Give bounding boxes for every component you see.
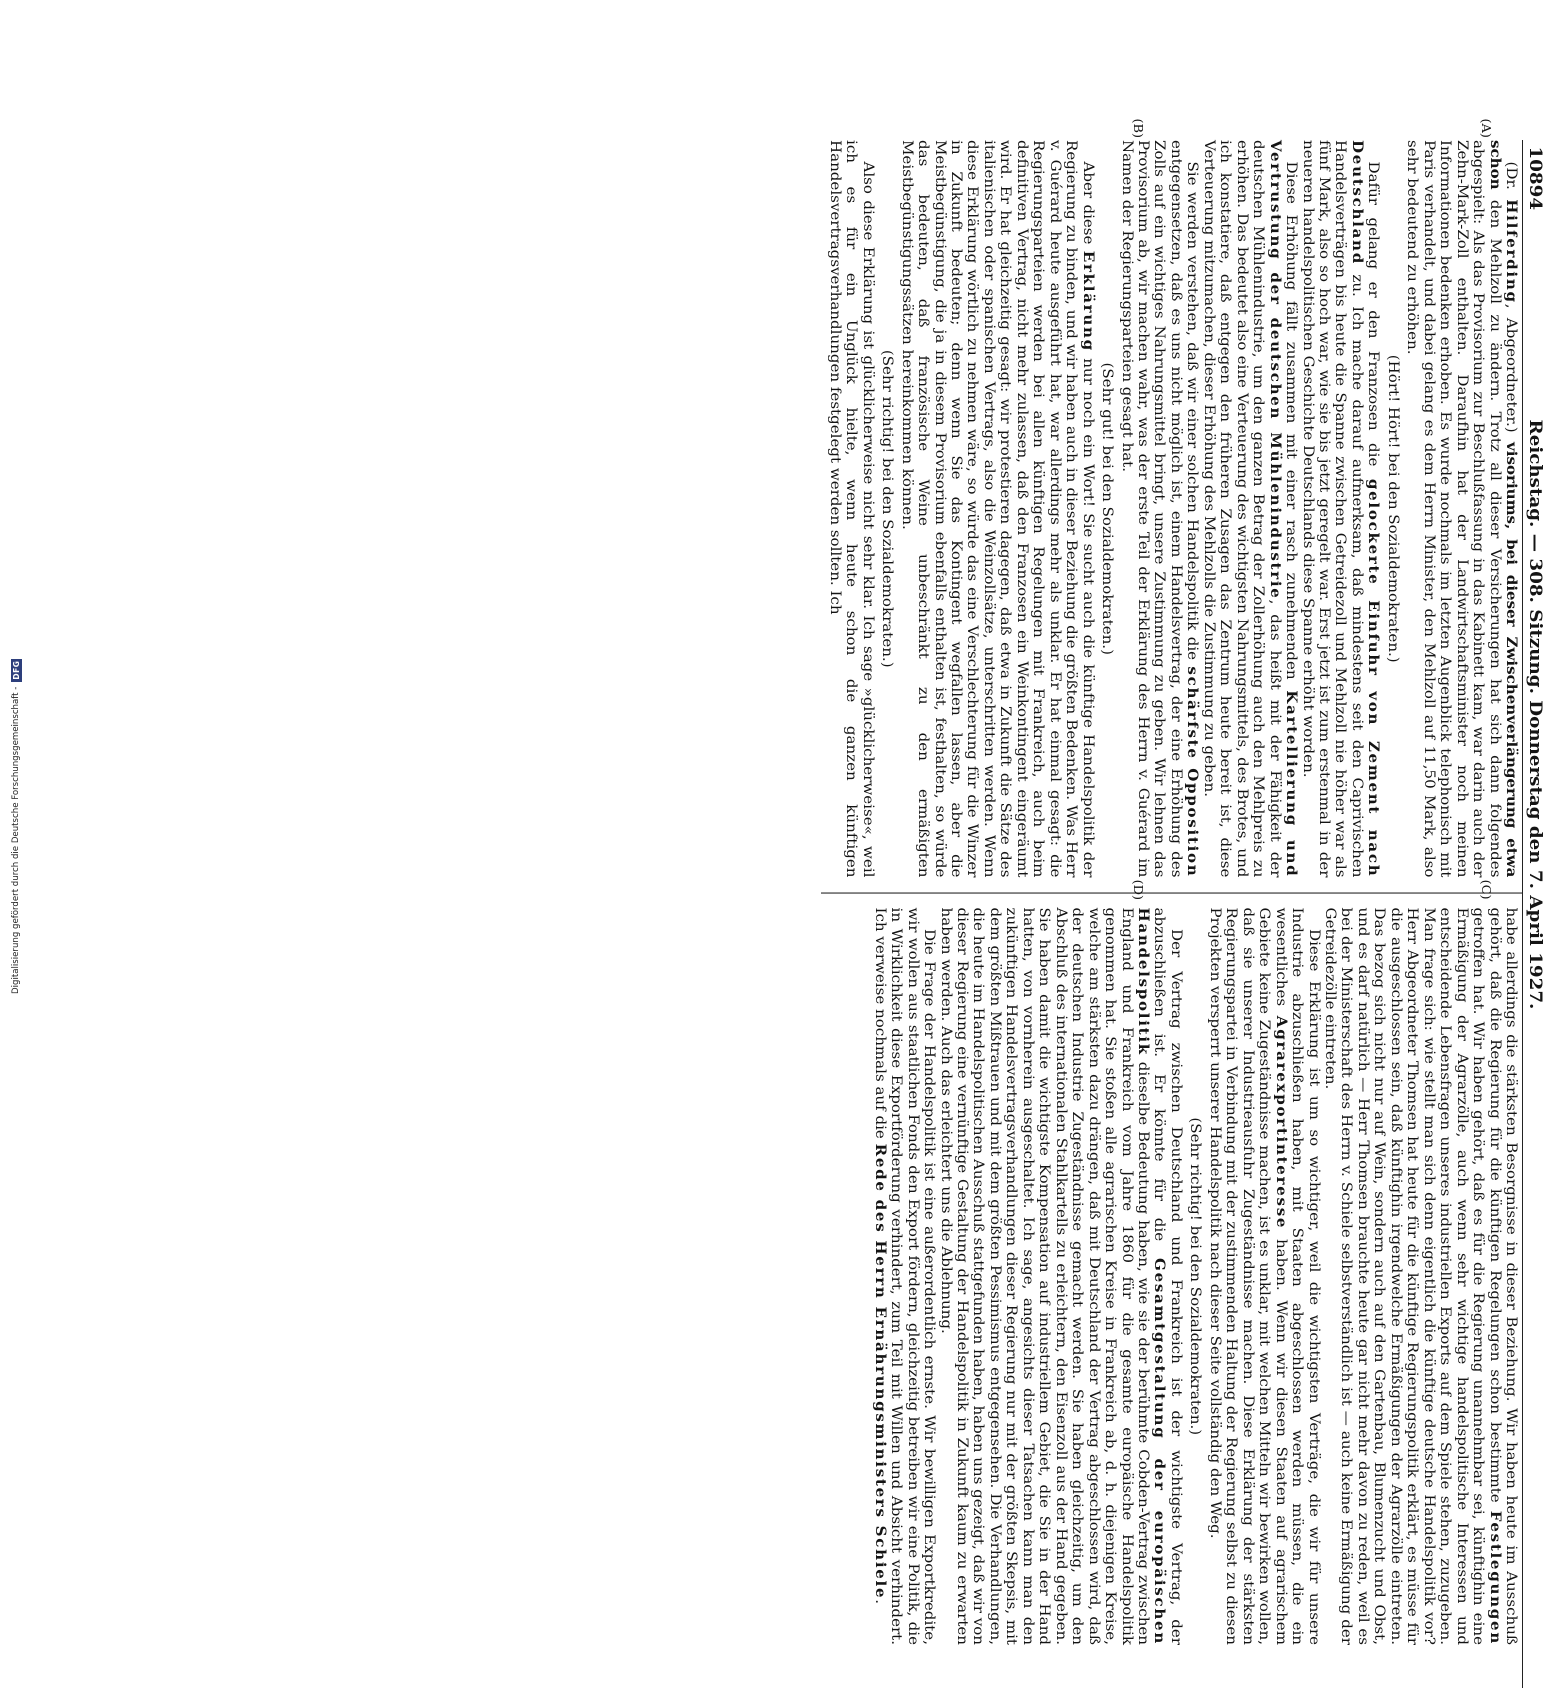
text-run: , das heißt mit der Fähigkeit der deutschen Mühlenindustrie, um den ganzen Betrag der Zollerhöhung auch den Mehlpreis zu erhöhen. Das bedeutet also eine Verteuerung des wichtigsten Nahrungsmittels, des Brotes, und ich konstatiere, daß entgegen den früheren Zusagen das Zentrum heute bereit ist, diese Verteuerung mitzumachen, dieser Erhöhung des Mehlzolls die Zustimmung zu geben.: [1200, 140, 1283, 878]
right-column: [829, 908, 1519, 1645]
paragraph: [871, 908, 937, 1645]
paragraph: [1118, 140, 1200, 877]
emphasized-text: Rede des Herrn Ernährungsministers Schiele: [871, 1143, 888, 1600]
emphasized-text: Hilferding: [1503, 199, 1519, 304]
interjection: (Sehr gut! bei den Sozialdemokraten.): [1099, 362, 1116, 655]
margin-marker-d: (D): [1131, 879, 1145, 901]
column-rule: [821, 893, 1523, 894]
digitization-note: [2, 600, 21, 994]
interjection: (Sehr richtig! bei den Sozialdemokraten.): [1187, 1117, 1204, 1436]
text-run: Die Frage der Handelspolitik ist eine außerordentlich ernste. Wir bewilligen Exportkredite, wir wollen aus staatlichen Fonds den Export fördern, gleichzeitig betreiben wir eine Politik, die in Wirklichkeit diese Exportförderung verhindert, zum Teil mit Willen und Absicht verhindert. Ich verweise nochmals auf die: [871, 907, 938, 1646]
paragraph: [937, 908, 1184, 1645]
rotated-page: [818, 118, 1545, 1688]
text-run: Diese Erklärung ist um so wichtiger, weil die wichtigsten Verträge, die wir für unsere Industrie abzuschließen haben, mit Staaten abgeschlossen werden müssen, die ein wesentliches: [1272, 907, 1322, 1646]
interjection: (Sehr richtig! bei den Sozialdemokraten.): [879, 349, 896, 668]
dfg-logo: DFG: [11, 660, 21, 680]
paragraph: [1200, 140, 1299, 877]
paragraph: [826, 140, 875, 877]
text-run: Dafür gelang er den Franzosen die: [1365, 161, 1382, 479]
paragraph: [1322, 908, 1519, 1645]
text-run: Also diese Erklärung ist glücklicherweise nicht sehr klar. Ich sage »glücklicherweise«, weil ich es für ein Unglück hielte, wenn heute schon die ganzen künftigen Handelsvertragsverhandlungen festgelegt werden sollten. Ich: [826, 140, 876, 878]
text-run: haben. Wenn wir diesen Staaten auf agrarischem Gebiete keine Zugeständnisse machen, ist es unklar, mit welchen Mitteln wir bewirken wollen, daß sie unserer Industrieausfuhr Zugeständnisse machen. Diese Erklärung der stärksten Regierungspartei in Verbindung mit der zustimmenden Haltung der Regierung selbst zu diesen Projekten versperrt unserer Handelspolitik nach dieser Seite vollständig den Weg.: [1206, 907, 1289, 1646]
text-run: nur noch ein Wort! Sie sucht auch die künftige Handelspolitik der Regierung zu binden, und wir haben auch in dieser Beziehung die größten Bedenken. Was Herr v. Guérard heute ausgeführt hat, war allerdings mehr als unklar. Er hat einmal gesagt: die Regierungsparteien werden bei allen künftigen Regelungen mit Frankreich, auch beim definitiven Vertrag, nicht mehr zulassen, daß den Franzosen ein Weinkontingent eingeräumt wird. Er hat gleichzeitig gesagt: wir protestieren dagegen, daß etwa in Zukunft die Sätze des italienischen oder spanischen Vertrags, also die Weinzollsätze, unterschritten werden. Wenn diese Erklärung wörtlich zu nehmen wäre, so würde das eine Verschlechterung für die Winzer in Zukunft bedeuten; denn wenn Sie das Kontingent wegfallen lassen, aber die Meistbegünstigung, die ja in diesem Provisorium ebenfalls enthalten ist, festhalten, so würde das bedeuten, daß französische Weine unbeschränkt zu den ermäßigten Meistbegünstigungssätzen hereinkommen können.: [898, 140, 1096, 878]
left-column: [826, 140, 1519, 878]
text-run: Sie werden verstehen, daß wir einer solchen Handelspolitik die: [1184, 161, 1201, 667]
text-run: dieselbe Bedeutung haben, wie sie der berühmte Cobden-Vertrag zwischen England und Frankreich vom Jahre 1860 für die gesamte europäische Handelspolitik genommen hat. Sie stoßen alle agrarischen Kreise in Frankreich ab, d. h. diejenigen Kreise, welche am stärksten dazu drängen, daß mit Deutschland der Vertrag abgeschlossen wird, daß der deutschen Industrie Zugeständnisse gemacht werden. Sie haben gleichzeitig, um den Abschluß des internationalen Stahlkartells zu erleichtern, den Eisenzoll aus der Hand gegeben. Sie haben damit die wichtigste Kompensation auf industriellem Gebiet, die Sie in der Hand hatten, von vornherein ausgeschaltet. Ich sage, angesichts dieser Tatsachen kann man den zukünftigen Handelsvertragsverhandlungen dieser Regierung nur mit der größten Skepsis, mit dem größten Mißtrauen und mit dem größten Pessimismus entgegensehen. Die Verhandlungen, die heute im Handelspolitischen Ausschuß stattgefunden haben, haben uns gezeigt, daß wir von dieser Regierung eine vernünftige Gestaltung der Handelspolitik in Zukunft kaum zu erwarten haben werden. Auch das erleichtert uns die Ablehnung.: [937, 907, 1152, 1646]
session-title: Reichstag. — 308. Sitzung. Donnerstag den 7. April 1927.: [1525, 419, 1545, 1010]
margin-marker-c: (C): [1479, 879, 1493, 900]
page-header: [1522, 140, 1545, 1688]
emphasized-text: Agrarexportinteresse: [1272, 1015, 1289, 1230]
text-run: getroffen hat. Wir haben gehört, daß es für die Regierung unannehmbar sei, künftighin eine Ermäßigung der Agrarzölle, auch wenn sehr wichtige handelspolitische Interessen und entscheidende Lebensfragen unseres industriellen Exports auf dem Spiele stehen, zuzugeben. Man frage sich: wie stellt man sich denn eigentlich die künftige deutsche Handelspolitik vor? Herr Abgeordneter Thomsen hat heute für die künftige Regierungspolitik erklärt, es müsse für die ausgeschlossen sein, daß künftighin irgendwelche Ermäßigungen der Agrarzölle eintreten. Das bezog sich nicht nur auf Wein, sondern auch auf den Gartenbau, Blumenzucht und Obst, und es darf natürlich — Herr Thomsen brauchte heute gar nicht mehr davon zu reden, weil es bei der Ministerschaft des Herrn v. Schiele selbstverständlich ist — auch keine Ermäßigung der Getreidezölle eintreten.: [1322, 907, 1487, 1646]
text-run: Aber diese: [1079, 161, 1096, 251]
text-run: .: [871, 1599, 888, 1605]
funding-credit-text: Digitalisierung gefördert durch die Deutsche Forschungsgemeinschaft -: [11, 686, 21, 994]
emphasized-text: Gesamtgestaltung der europäischen Handelspolitik: [1135, 907, 1168, 1646]
text-run: den Mehlzoll zu ändern. Trotz all dieser Versicherungen hat sich dann folgendes abgespielt: Als das Provisorium zur Beschlußfassung in das Kabinett kam, war darin auch der Zehn-Mark-Zoll enthalten. Daraufhin hat der Landwirtschaftsminister noch meinen Informationen bedenken erhoben. Es wurde nochmals im letzten Augenblick telephonisch mit Paris verhandelt, und dabei gelang es dem Herrn Minister, den Mehlzoll auf 11,50 Mark, also sehr bedeutend zu erhöhen.: [1404, 140, 1503, 878]
emphasized-text: Festlegungen: [1486, 1510, 1503, 1646]
text-run: Der Vertrag zwischen Deutschland und Frankreich ist der wichtigste Vertrag, der abzuschließen ist. Er könnte für die: [1151, 907, 1184, 1646]
emphasized-text: schärfste Opposition: [1184, 666, 1201, 878]
emphasized-text: gelockerte Einfuhr von Zement nach Deutschland: [1348, 140, 1382, 878]
text-run: , Abgeordneter.): [1503, 303, 1519, 443]
paragraph: [1299, 140, 1381, 877]
text-run: zu. Ich mache darauf aufmerksam, daß mindestens seit den Caprivischen Handelsverträgen bis heute die Spanne zwischen Getreidezoll und Mehlzoll nie höher war als fünf Mark, also so hoch war, wie sie bis jetzt geregelt war. Erst jetzt ist zum erstenmal in der neueren handelspolitischen Geschichte Deutschlands diese Spanne erhöht worden.: [1299, 140, 1365, 878]
text-run: (Dr.: [1503, 161, 1519, 200]
margin-marker-b: (B): [1131, 118, 1145, 139]
text-run: entgegensetzen, daß es uns nicht möglich ist, einem Handelsvertrag, der eine Erhöhung des Zolls auf ein wichtiges Nahrungsmittel bringt, unsere Zustimmung zu geben. Wir lehnen das Provisorium ab, wir machen wahr, was der erste Teil der Erklärung des Herrn v. Guérard im Namen der Regierungsparteien gesagt hat.: [1118, 140, 1184, 878]
text-run: habe allerdings die stärksten Besorgnisse in dieser Beziehung. Wir haben heute im Ausschuß gehört, daß die Regierung für die künftigen Regelungen schon bestimmte: [1486, 907, 1519, 1646]
paragraph: [1404, 140, 1519, 877]
bold-text: visoriums, bei dieser Zwischenverlängerung etwa schon: [1486, 140, 1519, 878]
margin-marker-a: (A): [1479, 118, 1493, 138]
paragraph: [898, 140, 1095, 877]
paragraph: [1206, 908, 1321, 1645]
page-number: 10894: [1525, 146, 1545, 211]
emphasized-text: Kartellierung und Vertrustung der deutschen Mühlenindustrie: [1266, 140, 1300, 878]
interjection: (Hört! Hört! bei den Sozialdemokraten.): [1384, 354, 1401, 663]
text-run: Diese Erhöhung fällt zusammen mit einer rasch zunehmenden: [1283, 161, 1300, 691]
emphasized-text: Erklärung: [1079, 250, 1096, 352]
